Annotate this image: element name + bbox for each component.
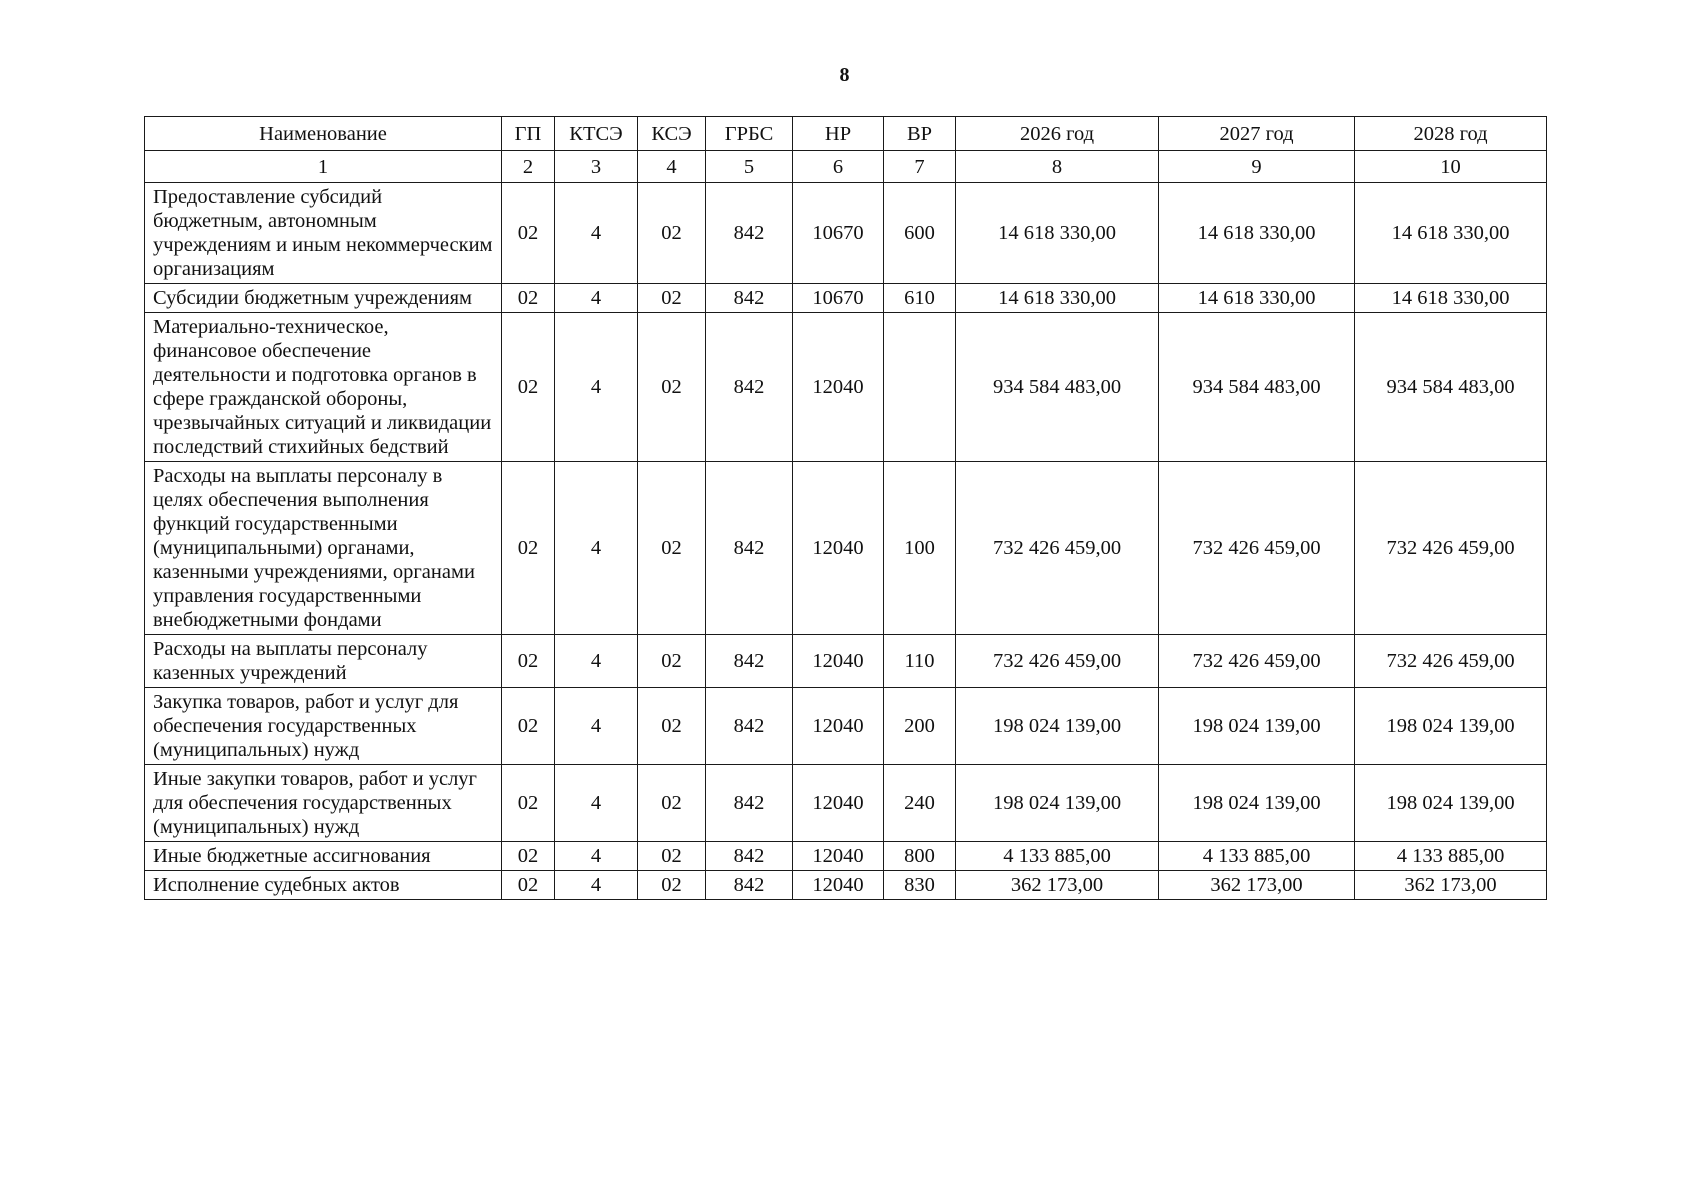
header-nr: НР bbox=[793, 117, 884, 151]
row-grbs: 842 bbox=[706, 313, 793, 462]
row-nr: 10670 bbox=[793, 183, 884, 284]
row-vr: 600 bbox=[884, 183, 956, 284]
row-nr: 12040 bbox=[793, 842, 884, 871]
row-vr bbox=[884, 313, 956, 462]
table-row bbox=[145, 765, 1547, 842]
row-kse: 02 bbox=[638, 183, 706, 284]
row-2028: 934 584 483,00 bbox=[1355, 313, 1547, 462]
header-2027: 2027 год bbox=[1159, 117, 1355, 151]
header-gp: ГП bbox=[502, 117, 555, 151]
row-gp: 02 bbox=[502, 688, 555, 765]
row-grbs: 842 bbox=[706, 462, 793, 635]
table-row bbox=[145, 635, 1547, 688]
row-2027: 362 173,00 bbox=[1159, 871, 1355, 900]
row-kse: 02 bbox=[638, 635, 706, 688]
column-number: 3 bbox=[555, 151, 638, 183]
column-number-row bbox=[145, 151, 1547, 183]
row-vr: 110 bbox=[884, 635, 956, 688]
row-name: Исполнение судебных актов bbox=[145, 871, 502, 900]
row-ktse: 4 bbox=[555, 635, 638, 688]
row-nr: 12040 bbox=[793, 688, 884, 765]
row-name: Расходы на выплаты персоналу в целях обеспечения выполнения функций государственными (муниципальными) органами, казенными учреждениями, органами управления государственными внебюджетными фондами bbox=[145, 462, 502, 635]
row-name: Субсидии бюджетным учреждениям bbox=[145, 284, 502, 313]
row-grbs: 842 bbox=[706, 284, 793, 313]
row-2027: 14 618 330,00 bbox=[1159, 183, 1355, 284]
row-2028: 4 133 885,00 bbox=[1355, 842, 1547, 871]
budget-table bbox=[144, 116, 1547, 900]
header-ktse: КТСЭ bbox=[555, 117, 638, 151]
row-nr: 12040 bbox=[793, 313, 884, 462]
row-2028: 732 426 459,00 bbox=[1355, 635, 1547, 688]
row-gp: 02 bbox=[502, 635, 555, 688]
row-ktse: 4 bbox=[555, 313, 638, 462]
column-number: 4 bbox=[638, 151, 706, 183]
column-number: 8 bbox=[956, 151, 1159, 183]
row-kse: 02 bbox=[638, 284, 706, 313]
row-ktse: 4 bbox=[555, 688, 638, 765]
row-2028: 198 024 139,00 bbox=[1355, 765, 1547, 842]
header-name: Наименование bbox=[145, 117, 502, 151]
row-name: Иные бюджетные ассигнования bbox=[145, 842, 502, 871]
row-name: Закупка товаров, работ и услуг для обеспечения государственных (муниципальных) нужд bbox=[145, 688, 502, 765]
row-kse: 02 bbox=[638, 462, 706, 635]
row-grbs: 842 bbox=[706, 183, 793, 284]
column-number: 7 bbox=[884, 151, 956, 183]
row-name: Иные закупки товаров, работ и услуг для обеспечения государственных (муниципальных) нужд bbox=[145, 765, 502, 842]
row-ktse: 4 bbox=[555, 183, 638, 284]
row-gp: 02 bbox=[502, 765, 555, 842]
row-ktse: 4 bbox=[555, 871, 638, 900]
row-gp: 02 bbox=[502, 871, 555, 900]
table-body bbox=[145, 151, 1547, 900]
row-name: Предоставление субсидий бюджетным, автономным учреждениям и иным некоммерческим организациям bbox=[145, 183, 502, 284]
row-2026: 14 618 330,00 bbox=[956, 183, 1159, 284]
header-row bbox=[145, 117, 1547, 151]
row-kse: 02 bbox=[638, 871, 706, 900]
row-grbs: 842 bbox=[706, 871, 793, 900]
column-number: 2 bbox=[502, 151, 555, 183]
table-header bbox=[145, 117, 1547, 151]
row-2028: 198 024 139,00 bbox=[1355, 688, 1547, 765]
row-gp: 02 bbox=[502, 462, 555, 635]
table-row bbox=[145, 842, 1547, 871]
row-vr: 200 bbox=[884, 688, 956, 765]
row-ktse: 4 bbox=[555, 842, 638, 871]
row-2027: 198 024 139,00 bbox=[1159, 765, 1355, 842]
row-kse: 02 bbox=[638, 842, 706, 871]
row-2026: 14 618 330,00 bbox=[956, 284, 1159, 313]
row-vr: 610 bbox=[884, 284, 956, 313]
row-nr: 12040 bbox=[793, 765, 884, 842]
row-ktse: 4 bbox=[555, 284, 638, 313]
table-row bbox=[145, 313, 1547, 462]
table-row bbox=[145, 462, 1547, 635]
row-vr: 800 bbox=[884, 842, 956, 871]
row-grbs: 842 bbox=[706, 635, 793, 688]
row-2027: 732 426 459,00 bbox=[1159, 462, 1355, 635]
row-nr: 12040 bbox=[793, 462, 884, 635]
row-gp: 02 bbox=[502, 842, 555, 871]
table-row bbox=[145, 284, 1547, 313]
row-kse: 02 bbox=[638, 313, 706, 462]
row-gp: 02 bbox=[502, 313, 555, 462]
row-2026: 732 426 459,00 bbox=[956, 635, 1159, 688]
row-2027: 934 584 483,00 bbox=[1159, 313, 1355, 462]
table-row bbox=[145, 183, 1547, 284]
header-kse: КСЭ bbox=[638, 117, 706, 151]
row-2026: 4 133 885,00 bbox=[956, 842, 1159, 871]
row-nr: 10670 bbox=[793, 284, 884, 313]
row-grbs: 842 bbox=[706, 688, 793, 765]
row-gp: 02 bbox=[502, 183, 555, 284]
page-number: 8 bbox=[839, 64, 850, 86]
header-2026: 2026 год bbox=[956, 117, 1159, 151]
header-grbs: ГРБС bbox=[706, 117, 793, 151]
row-ktse: 4 bbox=[555, 462, 638, 635]
row-gp: 02 bbox=[502, 284, 555, 313]
row-2028: 732 426 459,00 bbox=[1355, 462, 1547, 635]
row-vr: 240 bbox=[884, 765, 956, 842]
row-2026: 934 584 483,00 bbox=[956, 313, 1159, 462]
row-2026: 198 024 139,00 bbox=[956, 765, 1159, 842]
table-row bbox=[145, 688, 1547, 765]
column-number: 9 bbox=[1159, 151, 1355, 183]
header-2028: 2028 год bbox=[1355, 117, 1547, 151]
row-grbs: 842 bbox=[706, 765, 793, 842]
column-number: 10 bbox=[1355, 151, 1547, 183]
header-vr: ВР bbox=[884, 117, 956, 151]
row-name: Расходы на выплаты персоналу казенных учреждений bbox=[145, 635, 502, 688]
row-2026: 732 426 459,00 bbox=[956, 462, 1159, 635]
row-ktse: 4 bbox=[555, 765, 638, 842]
row-nr: 12040 bbox=[793, 871, 884, 900]
row-vr: 830 bbox=[884, 871, 956, 900]
row-2028: 14 618 330,00 bbox=[1355, 284, 1547, 313]
row-nr: 12040 bbox=[793, 635, 884, 688]
row-grbs: 842 bbox=[706, 842, 793, 871]
row-2026: 362 173,00 bbox=[956, 871, 1159, 900]
row-2028: 14 618 330,00 bbox=[1355, 183, 1547, 284]
row-2028: 362 173,00 bbox=[1355, 871, 1547, 900]
column-number: 1 bbox=[145, 151, 502, 183]
row-2026: 198 024 139,00 bbox=[956, 688, 1159, 765]
row-2027: 4 133 885,00 bbox=[1159, 842, 1355, 871]
column-number: 6 bbox=[793, 151, 884, 183]
row-2027: 14 618 330,00 bbox=[1159, 284, 1355, 313]
row-kse: 02 bbox=[638, 688, 706, 765]
row-2027: 732 426 459,00 bbox=[1159, 635, 1355, 688]
column-number: 5 bbox=[706, 151, 793, 183]
row-2027: 198 024 139,00 bbox=[1159, 688, 1355, 765]
table-row bbox=[145, 871, 1547, 900]
row-kse: 02 bbox=[638, 765, 706, 842]
row-name: Материально-техническое, финансовое обеспечение деятельности и подготовка органов в сфере гражданской обороны, чрезвычайных ситуаций и ликвидации последствий стихийных бедствий bbox=[145, 313, 502, 462]
row-vr: 100 bbox=[884, 462, 956, 635]
